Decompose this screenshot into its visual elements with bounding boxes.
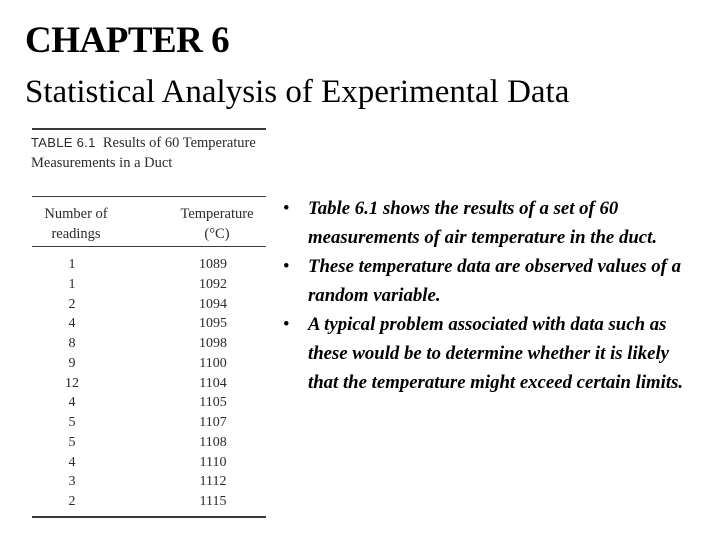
temperature-cell: 1089 bbox=[199, 257, 227, 272]
chapter-subtitle: Statistical Analysis of Experimental Data bbox=[25, 74, 570, 110]
table-caption bbox=[31, 133, 266, 173]
table-row bbox=[28, 492, 266, 512]
reading-count-cell: 2 bbox=[68, 494, 76, 509]
bullet-text: Table 6.1 shows the results of a set of 60 measurements of air temperature in the duct. bbox=[308, 198, 658, 248]
bullet-marker: • bbox=[283, 256, 290, 277]
temperature-cell: 1108 bbox=[199, 434, 227, 450]
column-header-readings bbox=[31, 204, 121, 244]
bullet-list bbox=[283, 194, 703, 397]
table-row bbox=[28, 472, 266, 492]
column-header-readings-line1: Number of bbox=[44, 206, 108, 222]
bullet-marker: • bbox=[283, 198, 290, 219]
table-row bbox=[28, 314, 266, 334]
bullet-marker: • bbox=[283, 314, 290, 335]
temperature-cell: 1098 bbox=[199, 336, 227, 351]
table-row bbox=[28, 393, 266, 413]
reading-count-cell: 2 bbox=[68, 296, 76, 312]
reading-count-cell: 4 bbox=[68, 454, 76, 470]
column-header-readings-line2: readings bbox=[51, 226, 101, 242]
table-row bbox=[28, 374, 266, 394]
bullet-item bbox=[283, 252, 703, 310]
table-label: TABLE 6.1 bbox=[31, 135, 96, 150]
table-row bbox=[28, 433, 266, 453]
temperature-cell: 1094 bbox=[199, 296, 227, 312]
temperature-cell: 1112 bbox=[199, 474, 227, 490]
chapter-title: CHAPTER 6 bbox=[25, 20, 230, 61]
table-figure bbox=[28, 128, 266, 520]
bullet-text: These temperature data are observed values of a random variable. bbox=[308, 256, 681, 306]
reading-count-cell: 8 bbox=[68, 336, 76, 351]
temperature-cell: 1104 bbox=[199, 375, 227, 391]
table-caption-text: Results of 60 Temperature Measurements in a Duct bbox=[31, 135, 256, 171]
temperature-cell: 1105 bbox=[199, 395, 227, 411]
reading-count-cell: 1 bbox=[68, 276, 76, 292]
table-row bbox=[28, 453, 266, 473]
table-row bbox=[28, 255, 266, 275]
table-body-rule bbox=[32, 246, 266, 247]
bullet-item bbox=[283, 194, 703, 252]
bullet-item bbox=[283, 310, 703, 397]
reading-count-cell: 5 bbox=[68, 415, 76, 430]
table-row bbox=[28, 334, 266, 354]
column-header-temperature bbox=[168, 204, 266, 244]
table-top-rule bbox=[32, 128, 266, 130]
table-row bbox=[28, 413, 266, 433]
temperature-cell: 1115 bbox=[199, 494, 227, 509]
column-header-temperature-line2: (°C) bbox=[204, 226, 230, 242]
reading-count-cell: 4 bbox=[68, 395, 76, 411]
reading-count-cell: 5 bbox=[68, 434, 76, 450]
reading-count-cell: 9 bbox=[68, 355, 76, 371]
temperature-cell: 1107 bbox=[199, 415, 227, 430]
table-row bbox=[28, 354, 266, 374]
table-bottom-rule bbox=[32, 516, 266, 518]
reading-count-cell: 3 bbox=[68, 474, 76, 490]
temperature-cell: 1092 bbox=[199, 276, 227, 292]
table-row bbox=[28, 295, 266, 315]
table-row bbox=[28, 275, 266, 295]
temperature-cell: 1100 bbox=[199, 355, 227, 371]
table-header-rule bbox=[32, 196, 266, 197]
bullet-text: A typical problem associated with data such as these would be to determine whether it is likely that the temperature might exceed certain limits. bbox=[308, 314, 684, 393]
temperature-cell: 1110 bbox=[199, 454, 227, 470]
reading-count-cell: 4 bbox=[68, 316, 76, 332]
temperature-cell: 1095 bbox=[199, 316, 227, 332]
table-body bbox=[28, 255, 266, 512]
reading-count-cell: 12 bbox=[65, 375, 79, 391]
reading-count-cell: 1 bbox=[68, 257, 76, 272]
column-header-temperature-line1: Temperature bbox=[180, 206, 254, 222]
